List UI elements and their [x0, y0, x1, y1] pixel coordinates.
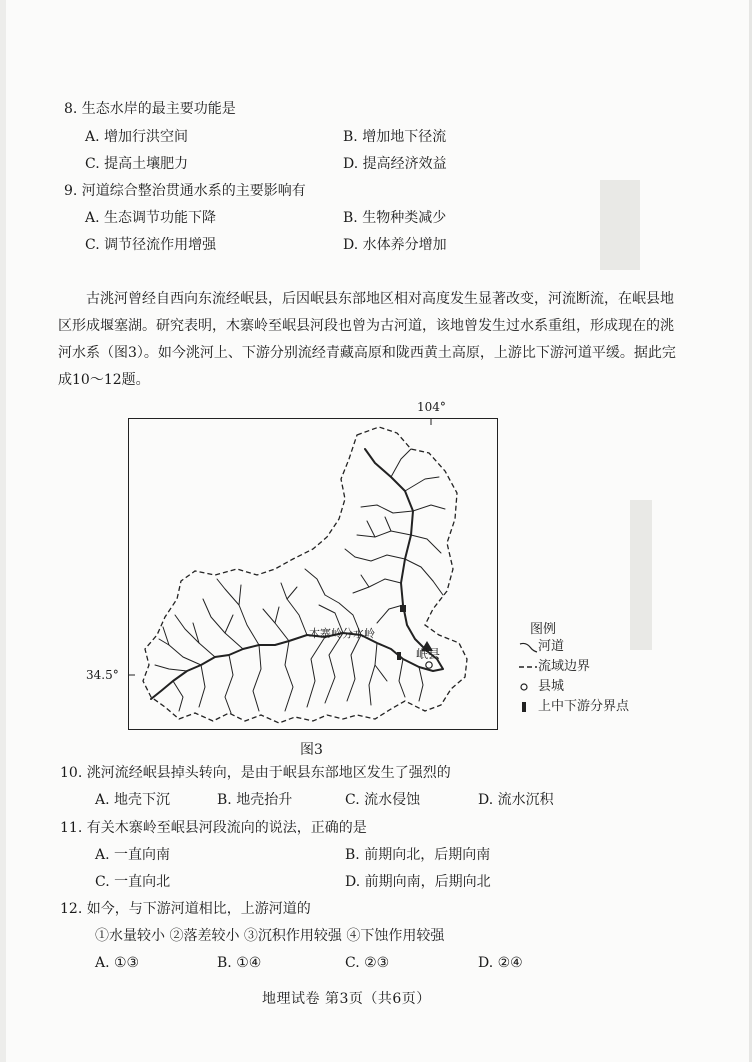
- q9-option-b: B. 生物种类减少: [343, 210, 447, 226]
- bleed-through: [630, 500, 652, 650]
- q11-option-a: A. 一直向南: [95, 847, 171, 863]
- watershed-map: [128, 418, 498, 730]
- q12-option-c: C. ②③: [345, 955, 390, 971]
- legend-river: [518, 639, 564, 655]
- q11-option-b: B. 前期向北，后期向南: [345, 847, 491, 863]
- watershed-boundary: [143, 427, 467, 723]
- map-drawing: [129, 419, 497, 729]
- legend-county: [518, 679, 564, 695]
- river-network: [151, 449, 445, 713]
- legend-division-label: 上中下游分界点: [538, 699, 630, 714]
- figure-caption: 图3: [300, 742, 323, 758]
- longitude-label: 104°: [417, 400, 446, 414]
- legend-division: [518, 699, 629, 715]
- question-12-stem: 12. 如今，与下游河道相比，上游河道的: [60, 901, 311, 917]
- bleed-through: [600, 180, 640, 270]
- question-11-stem: 11. 有关木寨岭至岷县河段流向的说法，正确的是: [60, 820, 367, 836]
- question-9-stem: 9. 河道综合整治贯通水系的主要影响有: [64, 183, 306, 199]
- latitude-label: 34.5°: [86, 668, 119, 682]
- q8-option-d: D. 提高经济效益: [343, 156, 447, 172]
- q11-option-c: C. 一直向北: [95, 874, 171, 890]
- q12-option-d: D. ②④: [478, 955, 523, 971]
- q9-option-d: D. 水体养分增加: [343, 237, 447, 253]
- legend-title: 图例: [530, 622, 557, 637]
- q9-option-c: C. 调节径流作用增强: [85, 237, 217, 253]
- legend-river-label: 河道: [538, 639, 565, 654]
- river-symbol-icon: [518, 640, 538, 654]
- q12-option-a: A. ①③: [95, 955, 140, 971]
- legend-county-label: 县城: [538, 679, 565, 694]
- pass-label: 木寨岭分水岭: [309, 627, 375, 640]
- q10-option-d: D. 流水沉积: [478, 792, 554, 808]
- division-point-marker: [397, 652, 401, 660]
- circle-icon: [518, 680, 538, 694]
- q12-option-b: B. ①④: [217, 955, 262, 971]
- q10-option-c: C. 流水侵蚀: [345, 792, 421, 808]
- page-edge: [0, 0, 6, 1062]
- q11-option-d: D. 前期向南，后期向北: [345, 874, 491, 890]
- q10-option-b: B. 地壳抬升: [217, 792, 293, 808]
- bar-marker-icon: [518, 700, 538, 714]
- question-8-stem: 8. 生态水岸的最主要功能是: [64, 101, 236, 117]
- q10-option-a: A. 地壳下沉: [95, 792, 171, 808]
- q9-option-a: A. 生态调节功能下降: [85, 210, 217, 226]
- q8-option-c: C. 提高土壤肥力: [85, 156, 189, 172]
- legend-boundary-label: 流域边界: [538, 659, 591, 674]
- page-footer: 地理试卷 第3页（共6页）: [262, 991, 431, 1007]
- q12-statements: ①水量较小 ②落差较小 ③沉积作用较强 ④下蚀作用较强: [95, 928, 445, 944]
- division-point-marker: [400, 605, 406, 612]
- legend-boundary: [518, 659, 590, 675]
- county-label: 岷县: [416, 647, 441, 661]
- main-river: [151, 449, 443, 699]
- q8-option-b: B. 增加地下径流: [343, 129, 447, 145]
- reading-passage: 古洮河曾经自西向东流经岷县，后因岷县东部地区相对高度发生显著改变，河流断流，在岷县地区形成堰塞湖。研究表明，木寨岭至岷县河段也曾为古河道，该地曾发生过水系重组，形成现在的洮河水系（图3）。如今洮河上、下游分别流经青藏高原和陇西黄土高原，上游比下游河道平缓。据此完成10～12题。: [58, 291, 676, 388]
- dashed-line-icon: [518, 660, 538, 674]
- question-10-stem: 10. 洮河流经岷县掉头转向，是由于岷县东部地区发生了强烈的: [60, 765, 451, 781]
- q8-option-a: A. 增加行洪空间: [85, 129, 189, 145]
